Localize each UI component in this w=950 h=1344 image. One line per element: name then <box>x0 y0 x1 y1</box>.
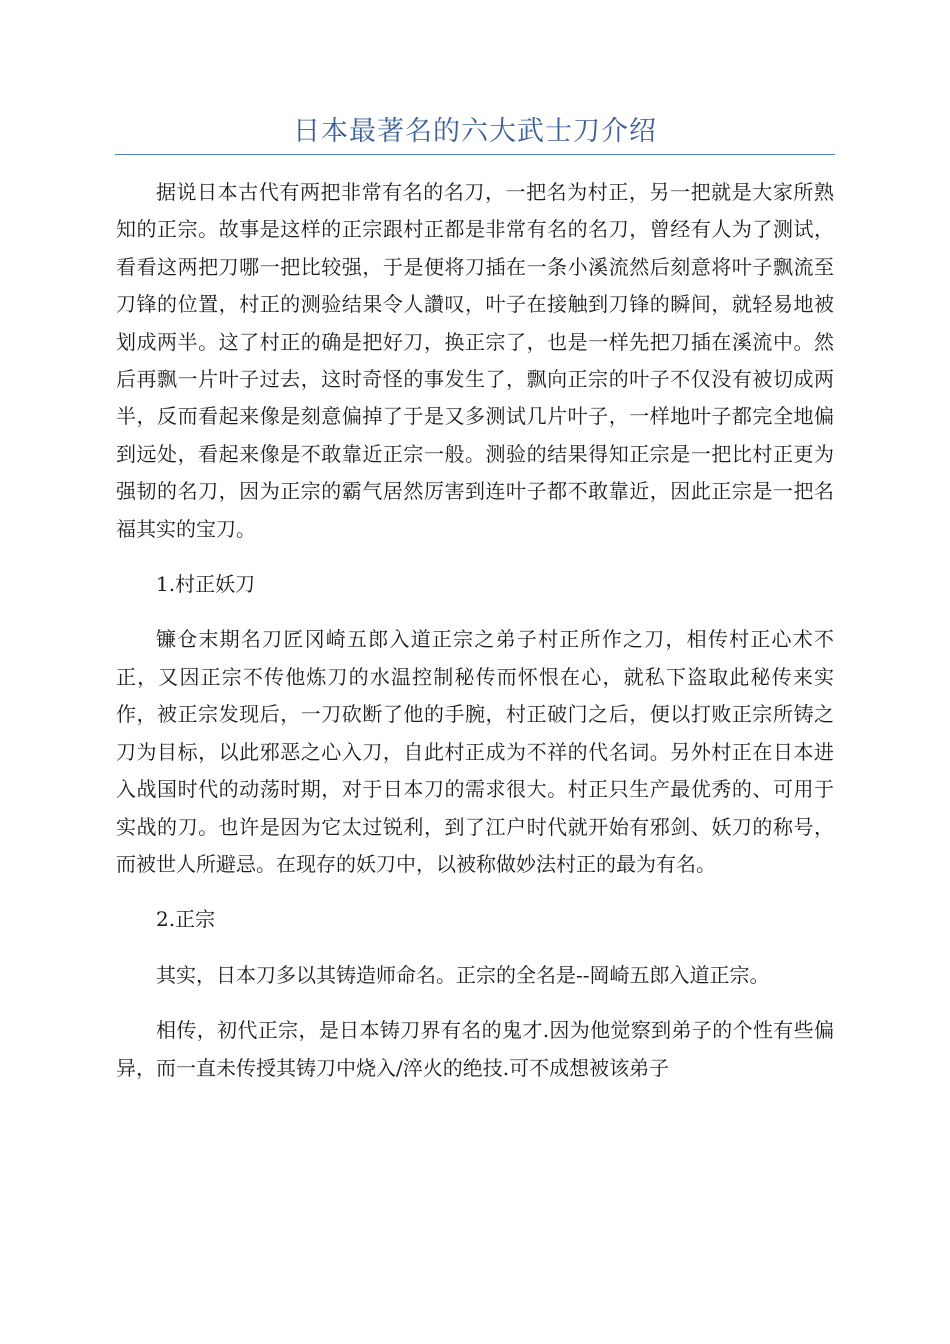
masamune-paragraph-2: 相传，初代正宗，是日本铸刀界有名的鬼才.因为他觉察到弟子的个性有些偏异，而一直未传授其铸刀中烧入/淬火的绝技.可不成想被该弟子 <box>116 1018 834 1080</box>
muramasa-paragraph: 镰仓末期名刀匠冈崎五郎入道正宗之弟子村正所作之刀，相传村正心术不正，又因正宗不传他炼刀的水温控制秘传而怀恨在心，就私下盗取此秘传来实作，被正宗发现后，一刀砍断了他的手腕，村正破门之后，便以打败正宗所铸之刀为目标，以此邪恶之心入刀，自此村正成为不祥的代名词。另外村正在日本进入战国时代的动荡时期，对于日本刀的需求很大。村正只生产最优秀的、可用于实战的刀。也许是因为它太过锐利，到了江户时代就开始有邪剑、妖刀的称号，而被世人所避忌。在现存的妖刀中，以被称做妙法村正的最为有名。 <box>116 627 834 876</box>
section-heading-muramasa: 1.村正妖刀 <box>156 572 256 597</box>
section-heading-masamune: 2.正宗 <box>156 907 216 932</box>
masamune-paragraph-1: 其实，日本刀多以其铸造师命名。正宗的全名是--岡崎五郎入道正宗。 <box>156 962 770 987</box>
document-title: 日本最著名的六大武士刀介绍 <box>293 116 657 147</box>
title-underline <box>115 154 835 155</box>
intro-paragraph: 据说日本古代有两把非常有名的名刀，一把名为村正，另一把就是大家所熟知的正宗。故事是这样的正宗跟村正都是非常有名的名刀，曾经有人为了测试，看看这两把刀哪一把比较强，于是便将刀插在一条小溪流然后刻意将叶子飘流至刀锋的位置，村正的测验结果令人讚叹，叶子在接触到刀锋的瞬间，就轻易地被划成两半。这了村正的确是把好刀，换正宗了，也是一样先把刀插在溪流中。然后再飘一片叶子过去，这时奇怪的事发生了，飘向正宗的叶子不仅没有被切成两半，反而看起来像是刻意偏掉了于是又多测试几片叶子，一样地叶子都完全地偏到远处，看起来像是不敢靠近正宗一般。测验的结果得知正宗是一把比村正更为强韧的名刀，因为正宗的霸气居然厉害到连叶子都不敢靠近，因此正宗是一把名福其实的宝刀。 <box>116 180 834 541</box>
document-body <box>116 174 834 1105</box>
